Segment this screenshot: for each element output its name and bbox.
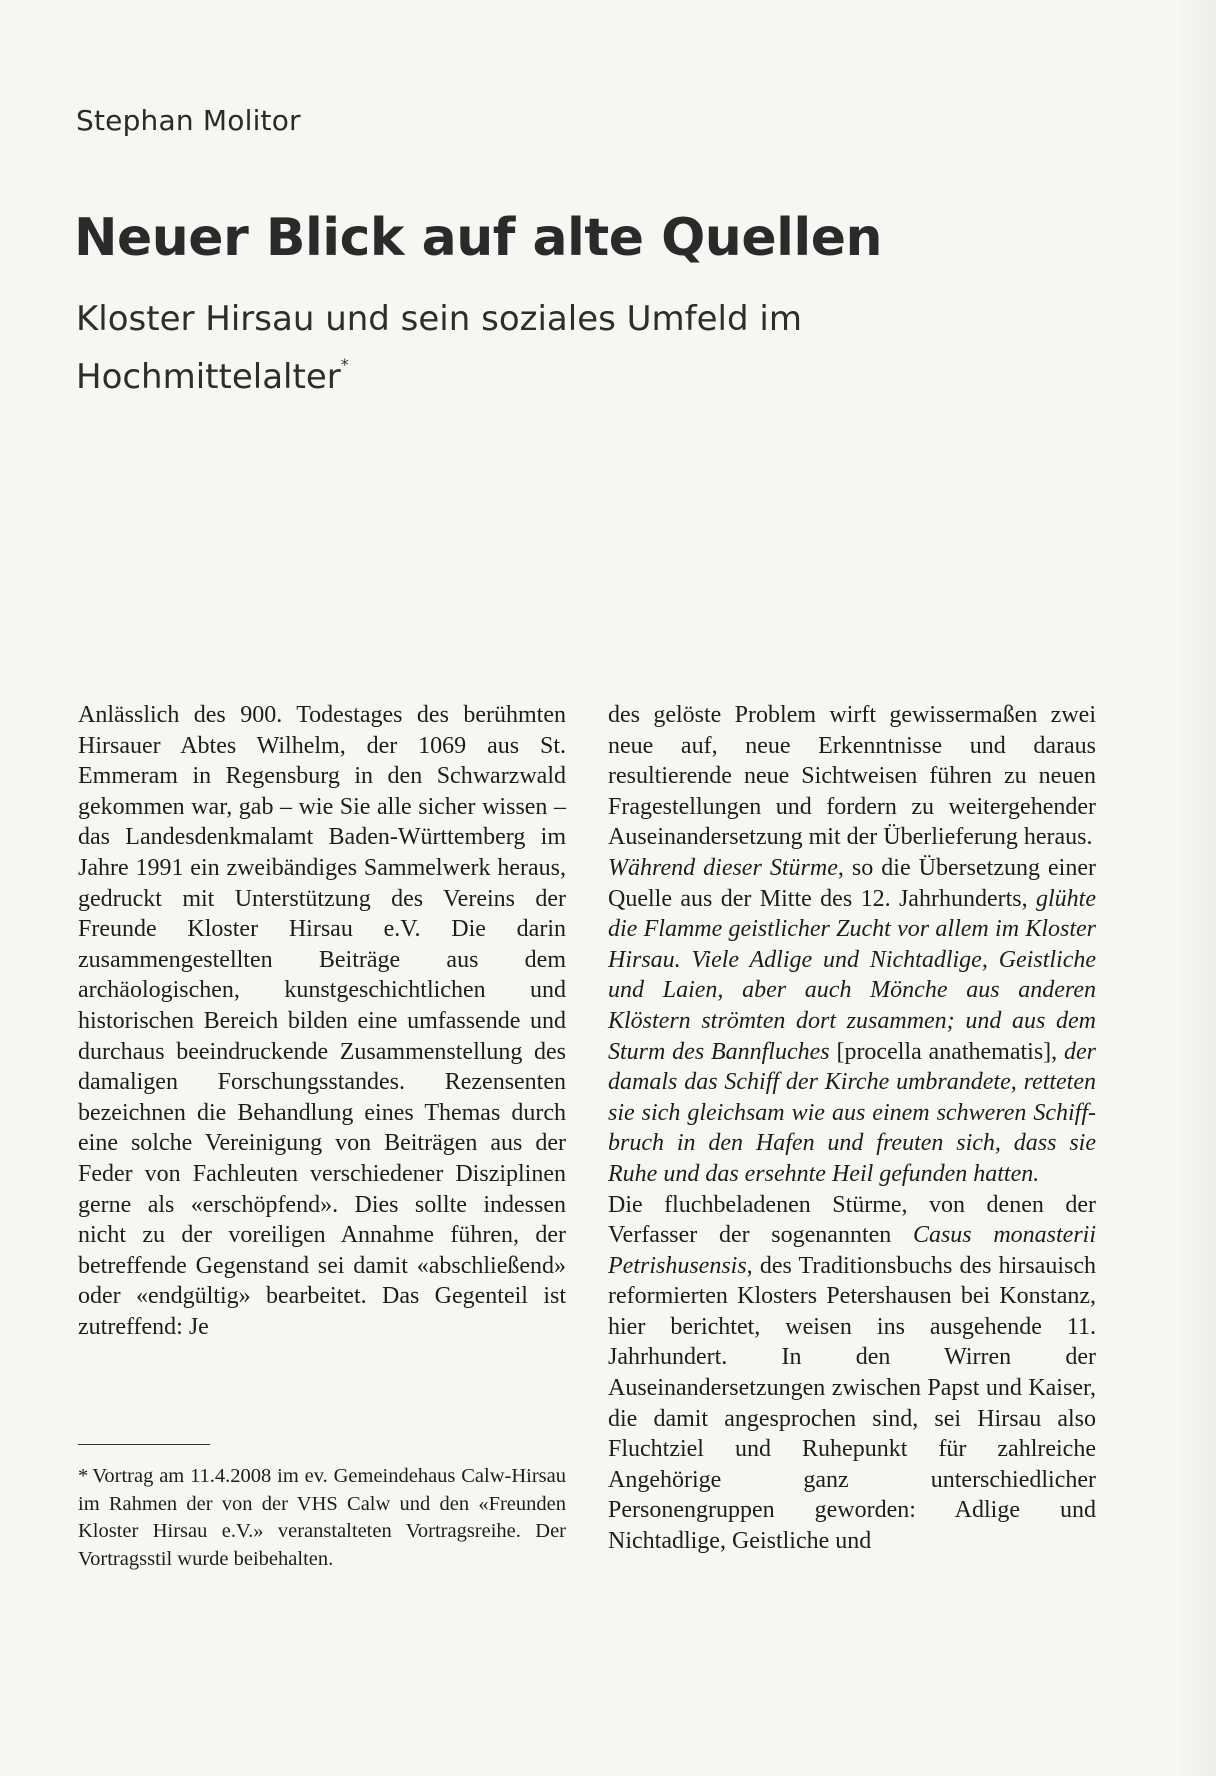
paragraph [608,1190,1096,1557]
page-edge-shadow [1176,0,1216,1776]
article-title: Neuer Blick auf alte Quellen [74,208,883,268]
footnote-divider [78,1444,210,1445]
quote-italic: Während dieser Stürme [608,854,838,881]
quote-paragraph [608,853,1096,1190]
footnote-text: Vortrag am 11.4.2008 im ev. Gemeindehaus Calw-Hirsau im Rahmen der von der VHS Calw und den «Freunden Kloster Hirsau e.V.» veranstalteten Vortragsreihe. Der Vortragsstil wurde beibehalten. [78,1465,566,1570]
paragraph: Anlässlich des 900. Todestages des berühmten Hirsauer Abtes Wilhelm, der 1069 aus St. Emmeram in Regensburg in den Schwarzwald gekommen war, gab – wie Sie alle sicher wissen – das Landesdenkmalamt Baden-Württemberg im Jahre 1991 ein zweibändiges Sammelwerk heraus, gedruckt mit Unterstützung des Vereins der Freunde Kloster Hirsau e.V. Die darin zusammengestellten Beiträge aus dem archäologischen, kunstgeschichtlichen und historischen Bereich bilden eine umfassende und durchaus beeindruckende Zusammenstellung des damaligen Forschungsstandes. Rezensenten bezeichnen die Behandlung eines Themas durch eine solche Vereinigung von Beiträgen aus der Feder von Fachleuten verschiedener Disziplinen gerne als «erschöpfend». Dies sollte indessen nicht zu der voreiligen Annahme führen, der betreffende Gegenstand sei damit «abschließend» oder «endgültig» bearbeitet. Das Gegenteil ist zutreffend: Je [78,702,566,1340]
footnote-marker: * [78,1465,89,1487]
quote-roman: , so die Übersetzung einer Quelle aus der Mitte des 12. Jahrhunderts, [608,854,1096,912]
body-column-right [608,700,1096,1557]
quote-italic: glühte die Flamme geistlicher Zucht vor allem im Kloster Hirsau. Viele Adlige und Nichtadlige, Geistliche und Laien, aber auch Mönche aus anderen Klöstern strömten dort zusammen; und aus dem Sturm des Bannfluches [608,885,1096,1065]
paragraph-text: Die fluchbeladenen Stürme, von denen der Verfasser der sogenannten [608,1191,1096,1249]
quote-italic: der damals das Schiff der Kirche umbrandete, retteten sie sich gleichsam wie aus einem schweren Schiffbruch in den Hafen und freuten sich, dass sie Ruhe und das ersehnte Heil gefunden hatten. [608,1038,1096,1187]
author-name: Stephan Molitor [76,104,301,137]
subtitle-footnote-marker: * [340,355,349,374]
source-title-italic: Casus monasterii Petrishusensis [608,1222,1096,1279]
footnote [78,1463,566,1573]
subtitle-text: Kloster Hirsau und sein soziales Umfeld im Hochmittelalter [76,299,802,397]
article-subtitle [76,296,996,400]
paragraph: des gelöste Problem wirft gewissermaßen zwei neue auf, neue Erkenntnisse und daraus resultierende neue Sichtweisen führen zu neuen Fragestellungen und fordern zu weitergehender Auseinandersetzung mit der Überlieferung heraus. [608,702,1096,851]
paragraph-text: , des Traditionsbuchs des hirsauisch reformierten Klosters Petershausen bei Konstanz, hier berichtet, weisen ins ausgehende 11. Jahrhundert. In den Wirren der Auseinandersetzungen zwischen Papst und Kaiser, die damit angesprochen sind, sei Hirsau also Fluchtziel und Ruhepunkt für zahlreiche Angehörige ganz unterschiedlicher Personengruppen geworden: Adlige und Nichtadlige, Geistliche und [608,1252,1096,1555]
body-column-left [78,700,566,1342]
quote-roman: [procella anathematis], [829,1038,1064,1065]
